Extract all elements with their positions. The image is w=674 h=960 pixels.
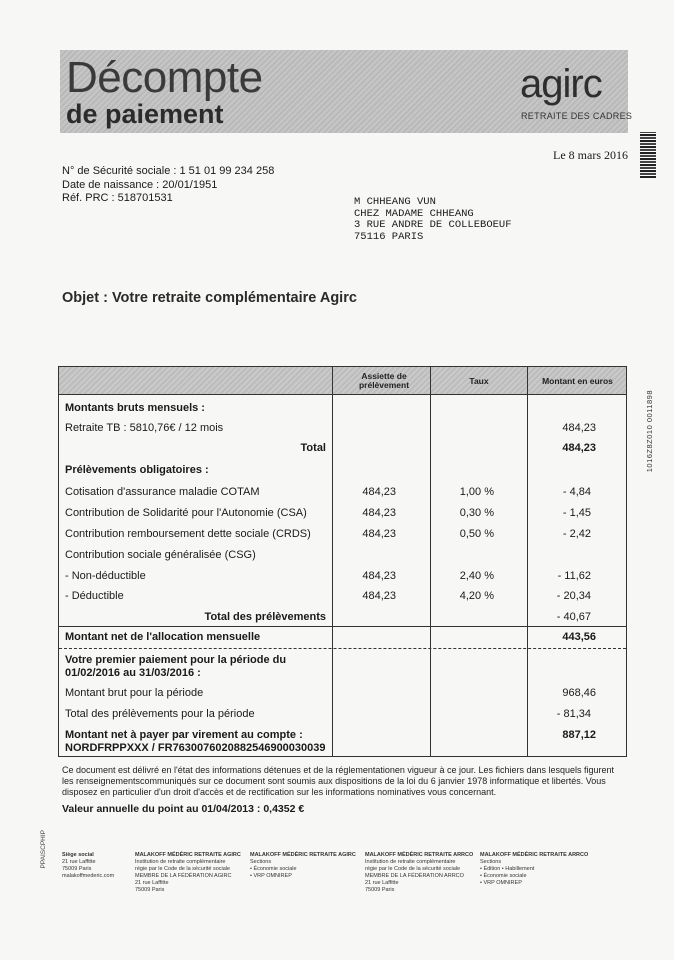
agirc-tagline: RETRAITE DES CADRES — [521, 111, 633, 121]
table-row-label: - Déductible — [65, 590, 124, 602]
column-divider — [527, 367, 528, 756]
footer-line: régie par le Code de la sécurité sociale — [135, 866, 231, 872]
retraite-amount: 484,23 — [562, 422, 596, 434]
table-row-assiette: 484,23 — [362, 570, 396, 582]
footer-column — [250, 852, 356, 880]
virement-line2: NORDFRPPXXX / FR7630076020882546900030039 — [65, 742, 326, 754]
footer-line: 75009 Paris — [135, 887, 165, 893]
virement-amount: 887,12 — [562, 729, 596, 741]
table-row-assiette: 484,23 — [362, 486, 396, 498]
payment-table — [58, 366, 627, 757]
subject-line: Objet : Votre retraite complémentaire Agirc — [62, 290, 357, 306]
vertical-code: PPAISCPHIP — [40, 830, 47, 869]
table-row-label: Cotisation d'assurance maladie COTAM — [65, 486, 260, 498]
row-separator — [59, 626, 626, 627]
table-row-assiette: 484,23 — [362, 528, 396, 540]
footer-line: régie par le Code de la sécurité sociale — [365, 866, 461, 872]
recipient-address — [354, 197, 512, 243]
table-row-montant: - 1,45 — [562, 507, 591, 519]
header-taux: Taux — [469, 375, 489, 386]
bruts-title: Montants bruts mensuels : — [65, 402, 205, 414]
column-divider — [332, 367, 333, 756]
prelev-periode-label: Total des prélèvements pour la période — [65, 708, 255, 720]
retraite-label: Retraite TB : 5810,76€ / 12 mois — [65, 422, 224, 434]
footer-line: • VRP OMNIREP — [250, 873, 292, 879]
footer-line: 75009 Paris — [365, 887, 395, 893]
address-line: 75116 PARIS — [354, 230, 424, 243]
footer-line: Sections — [250, 859, 272, 865]
periode-line2: 01/02/2016 au 31/03/2016 : — [65, 667, 201, 679]
footer-title: MALAKOFF MÉDÉRIC RETRAITE ARRCO — [480, 852, 589, 858]
brut-periode-label: Montant brut pour la période — [65, 687, 204, 699]
table-row-taux: 0,30 % — [459, 507, 494, 519]
table-row-label: Contribution sociale généralisée (CSG) — [65, 549, 256, 561]
footer-line: • Économie sociale — [480, 873, 527, 879]
footer-title: MALAKOFF MÉDÉRIC RETRAITE ARRCO — [365, 852, 474, 858]
total-label: Total — [300, 442, 326, 454]
virement-line1: Montant net à payer par virement au compte : — [65, 729, 303, 741]
footer-column — [62, 852, 114, 880]
address-line: CHEZ MADAME CHHEANG — [354, 207, 474, 220]
table-row-taux: 2,40 % — [459, 570, 494, 582]
footer-line: 21 rue Laffitte — [62, 859, 96, 865]
net-amount: 443,56 — [562, 631, 596, 643]
footer-title: MALAKOFF MÉDÉRIC RETRAITE AGIRC — [135, 852, 241, 858]
table-row-montant: - 11,62 — [557, 570, 591, 582]
document-title: Décompte — [66, 53, 263, 102]
footer-title: Siège social — [62, 852, 94, 858]
footer-line: malakoffmederic.com — [62, 873, 115, 879]
column-divider — [430, 367, 431, 756]
footer-line: MEMBRE DE LA FÉDÉRATION ARRCO — [365, 873, 464, 879]
address-line: 3 RUE ANDRE DE COLLEBOEUF — [354, 219, 512, 231]
footer-line: • Édition • Habillement — [480, 866, 535, 872]
identity-block — [62, 165, 274, 206]
periode-line1: Votre premier paiement pour la période du — [65, 654, 287, 666]
footer-line: • VRP OMNIREP — [480, 880, 522, 886]
document-subtitle: de paiement — [66, 99, 224, 129]
footer-line: Institution de retraite complémentaire — [135, 859, 226, 865]
footer-line: 21 rue Laffitte — [135, 880, 169, 886]
footer-line: • Économie sociale — [250, 866, 297, 872]
header-montant: Montant en euros — [542, 375, 613, 386]
footer-title: MALAKOFF MÉDÉRIC RETRAITE AGIRC — [250, 852, 356, 858]
net-label: Montant net de l'allocation mensuelle — [65, 631, 261, 643]
table-row-taux: 4,20 % — [459, 590, 494, 602]
birth-date: Date de naissance : 20/01/1951 — [62, 178, 218, 191]
table-row-montant: - 2,42 — [562, 528, 591, 540]
dashed-separator — [59, 648, 626, 649]
prc-ref: Réf. PRC : 518701531 — [62, 192, 173, 204]
footer-line: Institution de retraite complémentaire — [365, 859, 456, 865]
table-row-label: Contribution de Solidarité pour l'Autonomie (CSA) — [65, 507, 307, 519]
barcode-icon — [640, 132, 656, 178]
footer-line: 75009 Paris — [62, 866, 92, 872]
footer-column — [365, 852, 473, 894]
table-row-label: Contribution remboursement dette sociale (CRDS) — [65, 528, 311, 540]
prelev-periode-amount: - 81,34 — [556, 708, 591, 720]
side-reference-code: 1016Z8Z010 0011898 — [645, 390, 654, 473]
table-row-assiette: 484,23 — [362, 507, 396, 519]
total-amount: 484,23 — [562, 442, 596, 454]
agirc-logo: agirc — [520, 62, 602, 106]
table-row-montant: - 20,34 — [556, 590, 591, 602]
total-prelev-amount: - 40,67 — [556, 611, 591, 623]
legal-notice: Ce document est délivré en l'état des informations détenues et de la réglementationen vigueur à ce jour. Les fichiers dans lesquels figurent les renseignementscommuniqués sur ce document sont soumis aux dispositions de la loi du 6 janvier 1978 informatique et libertés. Vous disposez en particulier d'un droit d'accès et de rectification sur les informations nominatives vous concernant. — [62, 765, 615, 797]
point-value: Valeur annuelle du point au 01/04/2013 : 0,4352 € — [62, 803, 305, 815]
address-line: M CHHEANG VUN — [354, 196, 436, 208]
brut-periode-amount: 968,46 — [562, 687, 596, 699]
prelev-title: Prélèvements obligatoires : — [65, 464, 209, 476]
footer-line: Sections — [480, 859, 502, 865]
footer-line: 21 rue Laffitte — [365, 880, 399, 886]
table-row-assiette: 484,23 — [362, 590, 396, 602]
secu-number: N° de Sécurité sociale : 1 51 01 99 234 258 — [62, 165, 275, 177]
table-row-taux: 1,00 % — [459, 486, 494, 498]
header-assiette: Assiette de prélèvement — [358, 371, 410, 390]
table-row-taux: 0,50 % — [459, 528, 494, 540]
footer-column — [480, 852, 588, 887]
footer-line: MEMBRE DE LA FÉDÉRATION AGIRC — [135, 873, 232, 879]
total-prelev-label: Total des prélèvements — [204, 611, 326, 623]
document-date: Le 8 mars 2016 — [553, 148, 628, 162]
footer-column — [135, 852, 241, 894]
table-row-label: - Non-déductible — [65, 570, 146, 582]
table-row-montant: - 4,84 — [562, 486, 591, 498]
